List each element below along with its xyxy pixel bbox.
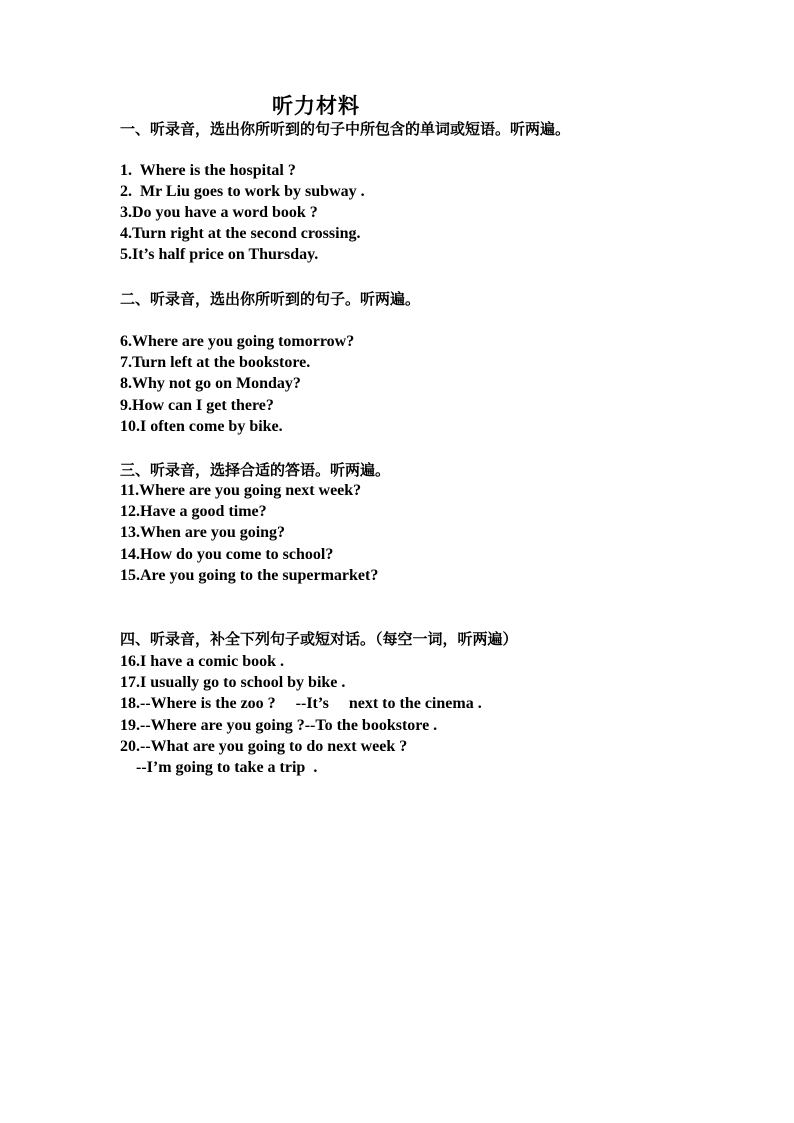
page-title: 听力材料 xyxy=(272,93,360,118)
question-16: 16.I have a comic book . xyxy=(120,653,284,670)
section-3-heading: 三、听录音，选择合适的答语。听两遍。 xyxy=(120,461,391,479)
question-18: 18.--Where is the zoo ? --It’s next to the cinema . xyxy=(120,695,482,712)
question-8: 8.Why not go on Monday? xyxy=(120,375,301,392)
question-10: 10.I often come by bike. xyxy=(120,418,283,435)
question-6: 6.Where are you going tomorrow? xyxy=(120,333,355,350)
section-2-heading: 二、听录音，选出你所听到的句子。听两遍。 xyxy=(120,290,421,308)
question-5: 5.It’s half price on Thursday. xyxy=(120,246,319,263)
question-12: 12.Have a good time? xyxy=(120,503,267,520)
question-4: 4.Turn right at the second crossing. xyxy=(120,225,361,242)
section-4-heading: 四、听录音，补全下列句子或短对话。（每空一词，听两遍） xyxy=(120,630,518,648)
question-7: 7.Turn left at the bookstore. xyxy=(120,354,311,371)
question-11: 11.Where are you going next week? xyxy=(120,482,362,499)
question-20-answer: --I’m going to take a trip . xyxy=(120,759,318,776)
question-17: 17.I usually go to school by bike . xyxy=(120,674,346,691)
question-2: 2. Mr Liu goes to work by subway . xyxy=(120,183,365,200)
question-1: 1. Where is the hospital ? xyxy=(120,162,296,179)
section-1-heading: 一、听录音，选出你所听到的句子中所包含的单词或短语。听两遍。 xyxy=(120,120,571,138)
question-13: 13.When are you going? xyxy=(120,524,286,541)
question-3: 3.Do you have a word book ? xyxy=(120,204,318,221)
question-15: 15.Are you going to the supermarket? xyxy=(120,567,379,584)
question-9: 9.How can I get there? xyxy=(120,397,274,414)
question-14: 14.How do you come to school? xyxy=(120,546,334,563)
question-19: 19.--Where are you going ?--To the bookstore . xyxy=(120,717,438,734)
question-20: 20.--What are you going to do next week ? xyxy=(120,738,408,755)
